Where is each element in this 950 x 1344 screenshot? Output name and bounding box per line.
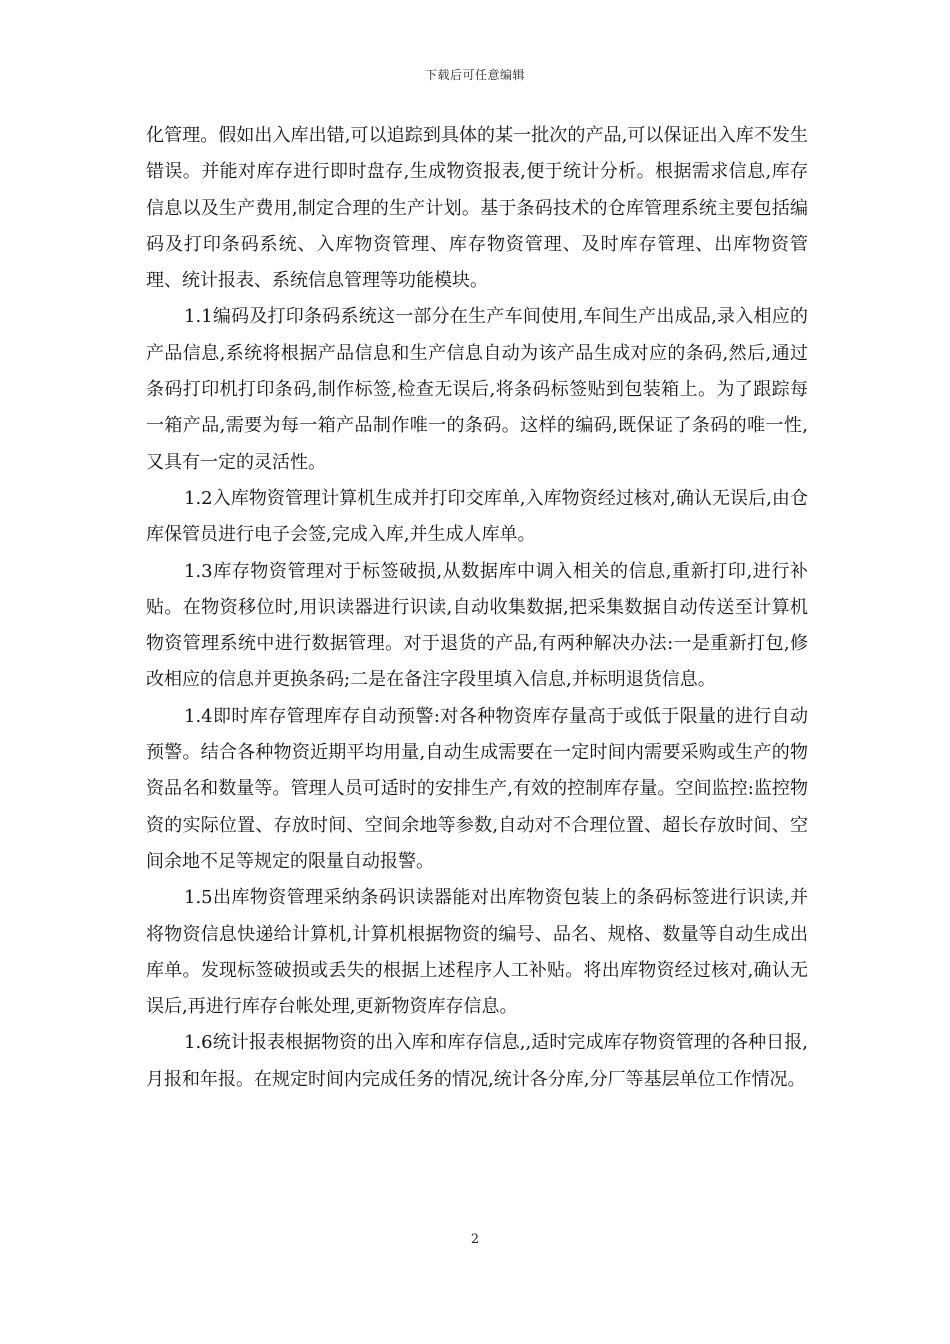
paragraph-1-6-statistics-reports: 1.6统计报表根据物资的出入库和库存信息,,适时完成库存物资管理的各种日报,月报和年报。在规定时间内完成任务的情况,统计各分库,分厂等基层单位工作情况。 — [146, 1032, 808, 1090]
paragraph-intro: 化管理。假如出入库出错,可以追踪到具体的某一批次的产品,可以保证出入库不发生错误。并能对库存进行即时盘存,生成物资报表,便于统计分析。根据需求信息,库存信息以及生产费用,制定合理的生产计划。基于条码技术的仓库管理系统主要包括编码及打印条码系统、入库物资管理、库存物资管理、及时库存管理、出库物资管理、统计报表、系统信息管理等功能模块。 — [146, 125, 808, 292]
paragraph-1-3-inventory-management: 1.3库存物资管理对于标签破损,从数据库中调入相关的信息,重新打印,进行补贴。在物资移位时,用识读器进行识读,自动收集数据,把采集数据自动传送至计算机物资管理系统中进行数据管理。对于退货的产品,有两种解决办法:一是重新打包,修改相应的信息并更换条码;二是在备注字段里填入信息,并标明退货信息。 — [146, 560, 808, 691]
paragraph-1-2-inbound-management: 1.2入库物资管理计算机生成并打印交库单,入库物资经过核对,确认无误后,由仓库保管员进行电子会签,完成入库,并生成人库单。 — [146, 487, 808, 546]
paragraph-1-4-realtime-inventory: 1.4即时库存管理库存自动预警:对各种物资库存量高于或低于限量的进行自动预警。结合各种物资近期平均用量,自动生成需要在一定时间内需要采购或生产的物资品名和数量等。管理人员可适时的安排生产,有效的控制库存量。空间监控:监控物资的实际位置、存放时间、空间余地等参数,自动对不合理位置、超长存放时间、空间余地不足等规定的限量自动报警。 — [146, 705, 808, 872]
paragraph-1-5-outbound-management: 1.5出库物资管理采纳条码识读器能对出库物资包装上的条码标签进行识读,并将物资信息快递给计算机,计算机根据物资的编号、品名、规格、数量等自动生成出库单。发现标签破损或丢失的根据上述程序人工补贴。将出库物资经过核对,确认无误后,再进行库存台帐处理,更新物资库存信息。 — [146, 887, 808, 1018]
paragraph-1-1-barcode-system: 1.1编码及打印条码系统这一部分在生产车间使用,车间生产出成品,录入相应的产品信息,系统将根据产品信息和生产信息自动为该产品生成对应的条码,然后,通过条码打印机打印条码,制作标签,检查无误后,将条码标签贴到包装箱上。为了跟踪每一箱产品,需要为每一箱产品制作唯一的条码。这样的编码,既保证了条码的唯一性,又具有一定的灵活性。 — [146, 306, 808, 473]
document-body — [146, 118, 808, 1098]
page-number: 2 — [470, 1232, 480, 1247]
page-header: 下载后可任意编辑 — [424, 68, 525, 82]
